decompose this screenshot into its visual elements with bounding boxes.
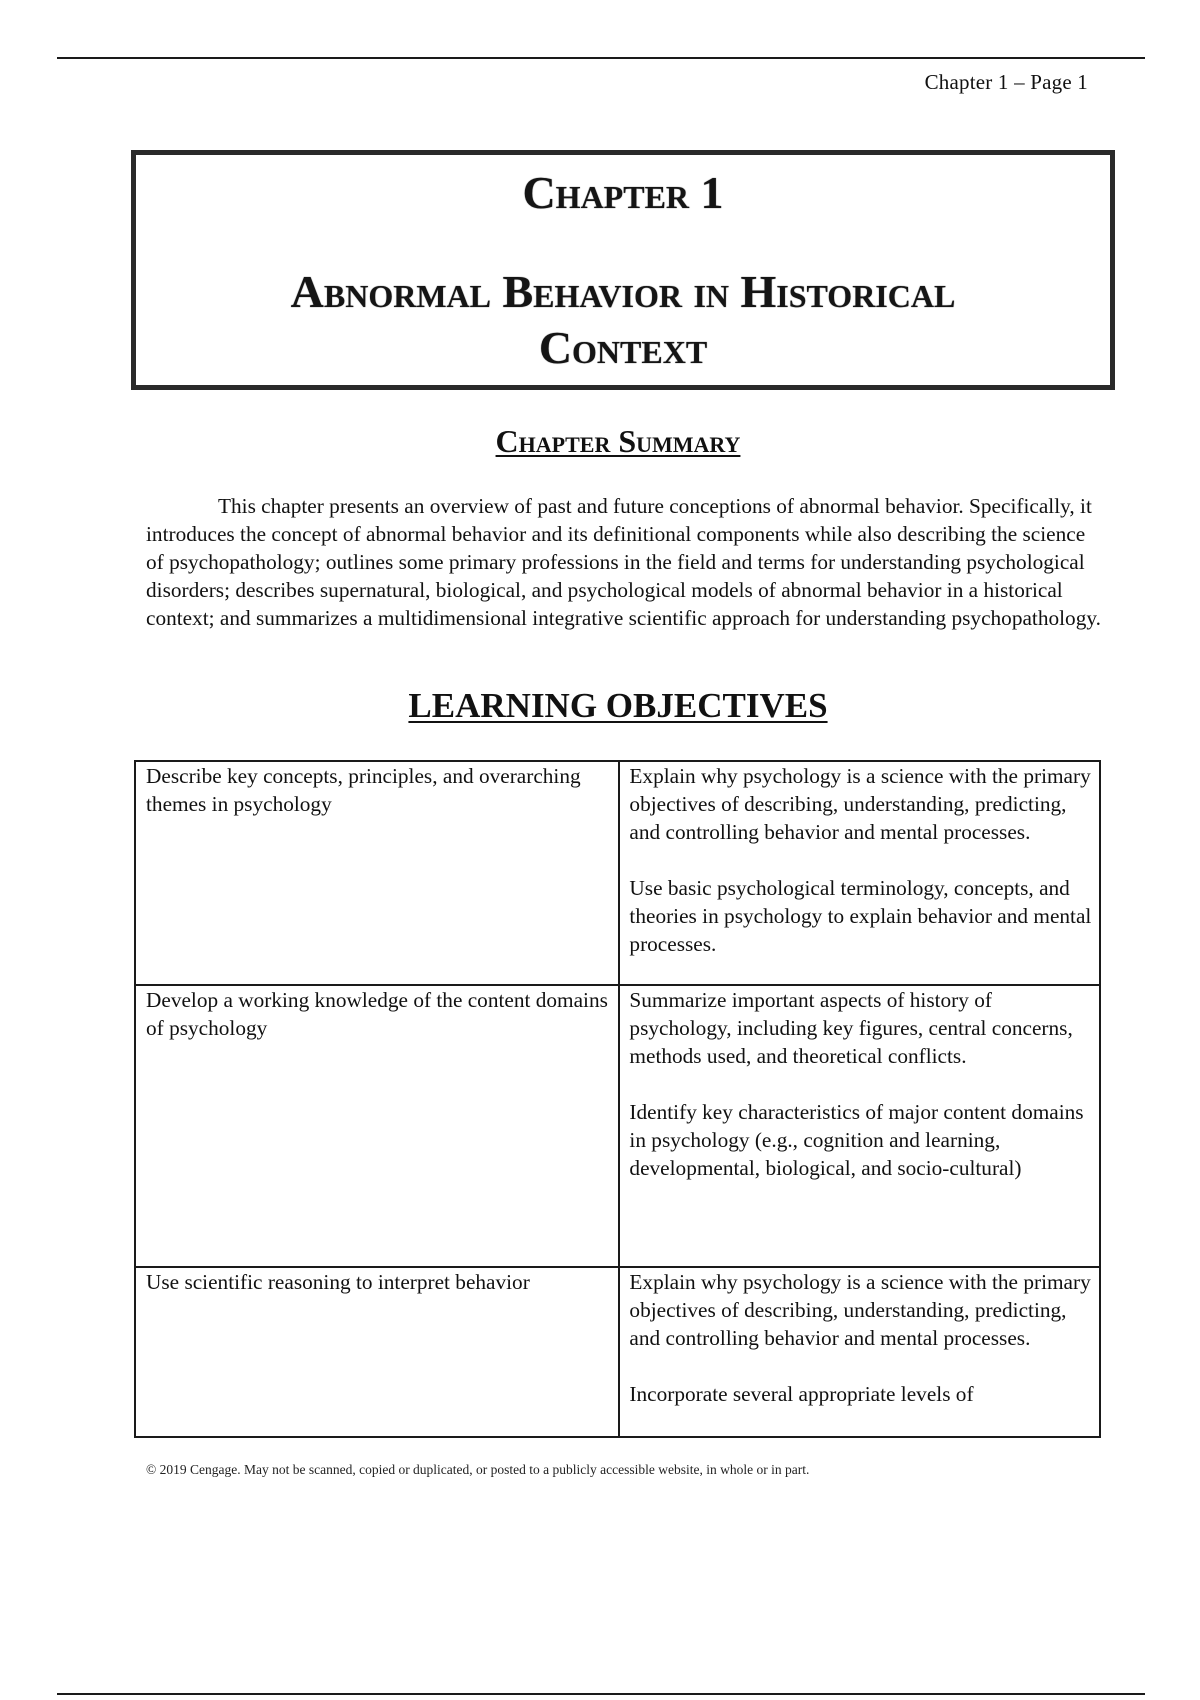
bottom-rule [57, 1693, 1145, 1695]
copyright-notice: © 2019 Cengage. May not be scanned, copied or duplicated, or posted to a publicly accessible website, in whole or in part. [146, 1462, 810, 1477]
objective-outcome: Identify key characteristics of major content domains in psychology (e.g., cognition and learning, developmental, biological, and socio-cultural) [629, 1100, 1084, 1180]
chapter-title [136, 264, 1110, 376]
summary-heading: Chapter Summary [495, 423, 741, 459]
objective-goal-cell: Use scientific reasoning to interpret behavior [135, 1267, 619, 1437]
objective-goal-cell: Develop a working knowledge of the content domains of psychology [135, 985, 619, 1267]
top-rule [57, 57, 1145, 59]
objective-outcome: Use basic psychological terminology, concepts, and theories in psychology to explain behavior and mental processes. [629, 876, 1092, 956]
table-row [135, 985, 1100, 1267]
objective-outcome: Summarize important aspects of history of psychology, including key figures, central concerns, methods used, and theoretical conflicts. [629, 988, 1073, 1068]
chapter-title-line-2: Context [538, 322, 708, 373]
table-row [135, 761, 1100, 985]
objective-outcome: Explain why psychology is a science with the primary objectives of describing, understanding, predicting, and controlling behavior and mental processes. [629, 764, 1091, 844]
objectives-heading: LEARNING OBJECTIVES [408, 686, 828, 725]
learning-objectives-table [134, 760, 1101, 1438]
chapter-title-line-1: Abnormal Behavior in Historical [290, 266, 956, 317]
chapter-number: Chapter 1 [522, 167, 724, 218]
table-row [135, 1267, 1100, 1437]
summary-paragraph: This chapter presents an overview of past and future conceptions of abnormal behavior. Specifically, it introduces the concept of abnormal behavior and its definitional components while also describing the science of psychopathology; outlines some primary professions in the field and terms for understanding psychological disorders; describes supernatural, biological, and psychological models of abnormal behavior in a historical context; and summarizes a multidimensional integrative scientific approach for understanding psychopathology. [146, 494, 1101, 630]
objective-outcome: Incorporate several appropriate levels of [629, 1382, 974, 1406]
objective-outcome: Explain why psychology is a science with the primary objectives of describing, understanding, predicting, and controlling behavior and mental processes. [629, 1270, 1091, 1350]
objective-outcomes-cell [619, 761, 1100, 985]
objective-goal-cell: Describe key concepts, principles, and overarching themes in psychology [135, 761, 619, 985]
objective-outcomes-cell [619, 985, 1100, 1267]
page-header: Chapter 1 – Page 1 [924, 70, 1088, 94]
objective-outcomes-cell [619, 1267, 1100, 1437]
chapter-title-box [131, 150, 1115, 390]
